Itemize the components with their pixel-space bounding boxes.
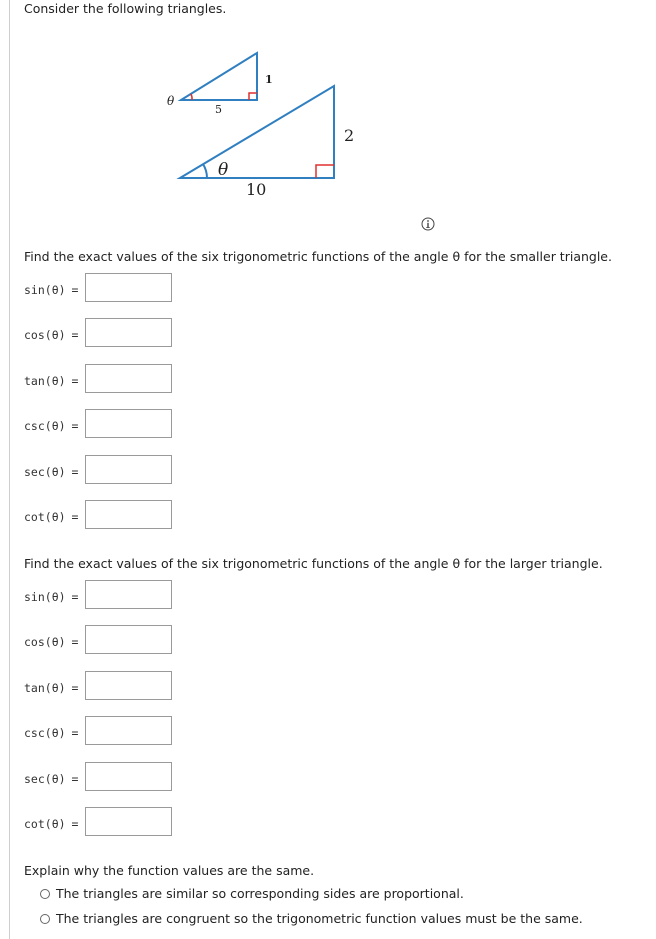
large-cot-input[interactable] [85,807,172,836]
large-triangle-prompt: Find the exact values of the six trigonometric functions of the angle θ for the larger triangle. [24,556,603,571]
small-csc-label: csc(θ) = [24,419,79,433]
small-tan-input[interactable] [85,364,172,393]
small-sec-label: sec(θ) = [24,465,79,479]
large-sin-label: sin(θ) = [24,590,79,604]
small-sin-input[interactable] [85,273,172,302]
small-sin-label: sin(θ) = [24,283,79,297]
large-sec-label: sec(θ) = [24,772,79,786]
small-cot-label: cot(θ) = [24,510,79,524]
triangles-figure [160,45,360,195]
large-cot-label: cot(θ) = [24,817,79,831]
large-cos-input[interactable] [85,625,172,654]
small-cot-input[interactable] [85,500,172,529]
explain-option-similar[interactable] [40,886,464,901]
large-tan-label: tan(θ) = [24,681,79,695]
large-opposite-label: 2 [344,126,355,145]
small-sec-input[interactable] [85,455,172,484]
large-sin-input[interactable] [85,580,172,609]
large-sec-input[interactable] [85,762,172,791]
large-tan-input[interactable] [85,671,172,700]
large-csc-input[interactable] [85,716,172,745]
radio-similar[interactable] [40,889,50,899]
small-cos-label: cos(θ) = [24,328,79,342]
radio-congruent[interactable] [40,914,50,924]
explain-option-congruent[interactable] [40,911,583,926]
small-triangle-prompt: Find the exact values of the six trigonometric functions of the angle θ for the smaller triangle. [24,249,612,264]
option-similar-text: The triangles are similar so corresponding sides are proportional. [56,886,464,901]
large-adjacent-label: 10 [246,180,267,195]
small-angle-label: θ [167,94,175,108]
explain-question: Explain why the function values are the same. [24,863,315,878]
small-tan-label: tan(θ) = [24,374,79,388]
info-icon[interactable] [421,217,435,231]
large-angle-label: θ [218,160,229,180]
left-border [9,0,10,939]
large-csc-label: csc(θ) = [24,726,79,740]
small-triangle [181,53,257,100]
small-cos-input[interactable] [85,318,172,347]
small-adjacent-label: 5 [215,103,222,116]
large-cos-label: cos(θ) = [24,635,79,649]
small-opposite-label: 1 [265,73,273,86]
intro-text: Consider the following triangles. [24,1,227,16]
option-congruent-text: The triangles are congruent so the trigonometric function values must be the same. [56,911,583,926]
small-csc-input[interactable] [85,409,172,438]
